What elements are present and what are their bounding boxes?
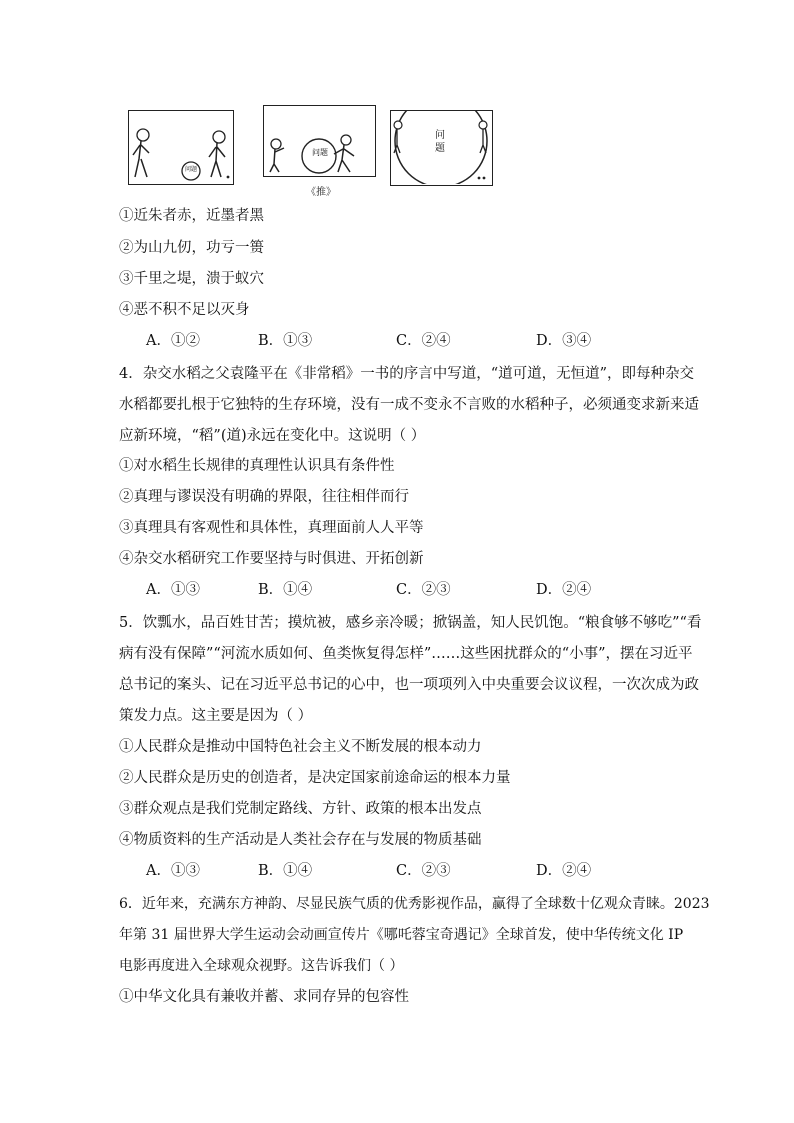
q5-stem-line-2: 病有没有保障”“河流水质如何、鱼类恢复得怎样”……这些困扰群众的“小事”，摆在习近平 [119,646,693,662]
q4-option-1: ①对水稻生长规律的真理性认识具有条件性 [119,458,395,474]
q4-option-4: ④杂交水稻研究工作要坚持与时俱进、开拓创新 [119,551,424,567]
q5-option-3: ③群众观点是我们党制定路线、方针、政策的根本出发点 [119,801,482,817]
q6-stem-line-2: 年第 31 届世界大学生运动会动画宣传片《哪吒蓉宝奇遇记》全球首发，使中华传统文化 IP [119,927,684,943]
cartoon-panel-1 [128,110,234,185]
q4-stem-line-1: 4．杂交水稻之父袁隆平在《非常稻》一书的序言中写道，“道可道，无恒道”，即每种杂交 [119,366,695,382]
q3-choice-a[interactable]: A．①② [146,333,200,349]
q3-choice-d[interactable]: D．③④ [536,333,592,349]
q6-option-1: ①中华文化具有兼收并蓄、求同存异的包容性 [119,989,409,1005]
medium-ball-label: 问题 [312,148,328,157]
q3-choice-c[interactable]: C．②④ [396,333,451,349]
q3-choice-b[interactable]: B．①③ [258,333,313,349]
q3-option-4: ④恶不积不足以灭身 [119,302,250,318]
cartoon-figures-2 [264,106,374,175]
cartoon-panel-3 [390,110,493,186]
q5-choice-b[interactable]: B．①④ [258,863,313,879]
q5-choice-c[interactable]: C．②③ [396,863,451,879]
large-ball-label: 问题 [435,130,445,154]
q4-choice-c[interactable]: C．②③ [396,582,451,598]
q5-choice-d[interactable]: D．②④ [536,863,592,879]
q3-option-3: ③千里之堤，溃于蚁穴 [119,271,264,287]
q6-stem-line-1: 6．近年来，充满东方神韵、尽显民族气质的优秀影视作品，赢得了全球数十亿观众青睐。2023 [119,896,710,912]
q4-stem-line-2: 水稻都要扎根于它独特的生存环境，没有一成不变永不言败的水稻种子，必须通变求新来适 [119,397,699,413]
q4-choice-b[interactable]: B．①④ [258,582,313,598]
q3-option-1: ①近朱者赤，近墨者黑 [119,208,264,224]
q6-stem-line-3: 电影再度进入全球观众视野。这告诉我们（ ） [119,958,404,974]
q4-choice-a[interactable]: A．①③ [146,582,200,598]
small-ball-label: 问题 [184,166,197,173]
q4-choice-d[interactable]: D．②④ [536,582,592,598]
q4-option-3: ③真理具有客观性和具体性，真理面前人人平等 [119,520,424,536]
q5-stem-line-1: 5．饮瓢水，品百姓甘苦；摸炕被，感乡亲冷暖；掀锅盖，知人民饥饱。“粮食够不够吃”“看 [119,615,702,631]
q4-option-2: ②真理与谬误没有明确的界限，往往相伴而行 [119,489,409,505]
q5-option-1: ①人民群众是推动中国特色社会主义不断发展的根本动力 [119,739,482,755]
q5-option-2: ②人民群众是历史的创造者，是决定国家前途命运的根本力量 [119,770,511,786]
q4-stem-line-3: 应新环境，“稻”(道)永远在变化中。这说明（ ） [119,428,426,444]
cartoon-figures-1 [129,111,232,183]
cartoon-caption: 《推》 [306,187,336,198]
q5-stem-line-3: 总书记的案头、记在习近平总书记的心中，也一项项列入中央重要会议议程，一次次成为政 [119,677,699,693]
q5-stem-line-4: 策发力点。这主要是因为（ ） [119,708,313,724]
cartoon-panel-2 [263,105,376,177]
q5-choice-a[interactable]: A．①③ [146,863,200,879]
q5-option-4: ④物质资料的生产活动是人类社会存在与发展的物质基础 [119,832,482,848]
q3-option-2: ②为山九仞，功亏一篑 [119,240,264,256]
